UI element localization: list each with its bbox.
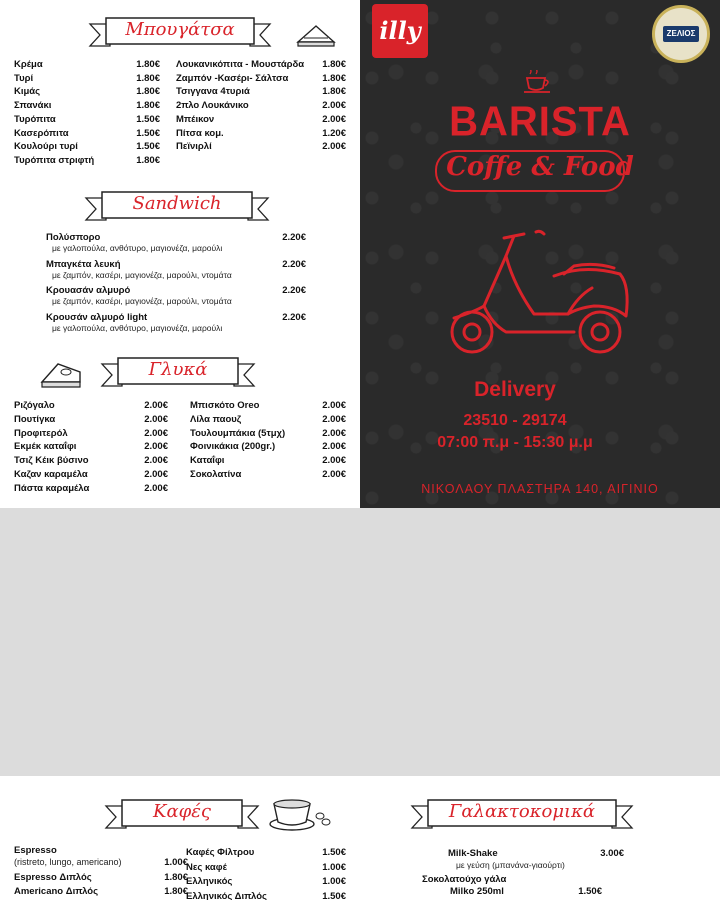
glyka-item-price: 2.00€ bbox=[144, 400, 168, 411]
sandwich-item-desc: με ζαμπόν, κασέρι, μαγιονέζα, μαρούλι, ντομάτα bbox=[52, 269, 232, 280]
kafes-espresso-sub: (ristreto, lungo, americano) bbox=[14, 857, 122, 867]
glyka-item-name: Πουτίγκα bbox=[14, 413, 56, 425]
kafes-item-name: Ελληνικός Διπλός bbox=[186, 890, 267, 900]
bougatsa-item-name: Τσιγγανα 4τυριά bbox=[176, 86, 250, 98]
kafes-item-price: 1.80€ bbox=[164, 886, 188, 897]
glyka-item-price: 2.00€ bbox=[144, 455, 168, 467]
sandwich-item-desc: με ζαμπόν, κασέρι, μαγιονέζα, μαρούλι, ντομάτα bbox=[52, 296, 232, 306]
glyka-item-price: 2.00€ bbox=[144, 441, 168, 453]
glyka-item-price: 2.00€ bbox=[322, 441, 346, 453]
bougatsa-item-price: 1.80€ bbox=[322, 72, 346, 84]
sandwich-icon bbox=[294, 22, 338, 48]
bougatsa-item-name: Κρέμα bbox=[14, 59, 43, 70]
milko-250-name: Milko 250ml bbox=[450, 886, 504, 897]
bougatsa-item-price: 2.00€ bbox=[322, 100, 346, 112]
glyka-item-price: 2.00€ bbox=[322, 455, 346, 467]
bougatsa-item-name: Μπέικον bbox=[176, 113, 215, 125]
bougatsa-item-name: Τυρόπιτα bbox=[14, 113, 56, 125]
bougatsa-item-name: Κιμάς bbox=[14, 86, 41, 98]
glyka-item-price: 2.00€ bbox=[144, 413, 168, 425]
glyka-item-name: Πάστα καραμέλα bbox=[14, 482, 90, 494]
glyka-item-name: Καταΐφι bbox=[190, 455, 225, 467]
bougatsa-item-price: 1.20€ bbox=[322, 127, 346, 139]
coffee-cup-icon bbox=[268, 796, 332, 832]
bougatsa-item-price: 1.80€ bbox=[136, 72, 160, 84]
bougatsa-item-name: Λουκανικόπιτα - Μουστάρδα bbox=[176, 59, 305, 70]
bougatsa-item-name: Σπανάκι bbox=[14, 100, 52, 112]
glyka-item-name: Καζαν καραμέλα bbox=[14, 469, 88, 480]
kafes-espresso-price: 1.00€ bbox=[164, 857, 188, 868]
bougatsa-item-price: 1.80€ bbox=[136, 100, 160, 112]
delivery-phone: 23510 - 29174 bbox=[463, 412, 567, 429]
sandwich-item-name: Μπαγκέτα λευκή bbox=[46, 258, 121, 270]
glyka-item-name: Τσιζ Κέικ βύσινο bbox=[14, 455, 89, 467]
bougatsa-banner bbox=[88, 12, 272, 52]
kafes-item-price: 1.00€ bbox=[322, 876, 346, 887]
glyka-item-name: Σοκολατίνα bbox=[190, 469, 242, 480]
bougatsa-item-name: Πίτσα κομ. bbox=[176, 127, 224, 139]
bougatsa-item-price: 1.80€ bbox=[322, 86, 346, 98]
bougatsa-item-price: 1.80€ bbox=[136, 59, 160, 70]
sandwich-item-price: 2.20€ bbox=[282, 311, 306, 323]
bougatsa-item-price: 1.80€ bbox=[136, 86, 160, 98]
kafes-banner bbox=[104, 794, 260, 834]
bougatsa-item-name: Τυρόπιτα στριφτή bbox=[14, 154, 95, 166]
glyka-item-price: 2.00€ bbox=[322, 469, 346, 480]
brand-name: BARISTA bbox=[449, 98, 631, 146]
delivery-label: Delivery bbox=[474, 378, 556, 401]
glyka-item-price: 2.00€ bbox=[322, 427, 346, 439]
kafes-title: Καφές bbox=[153, 801, 211, 822]
glyka-item-name: Τουλουμπάκια (5τμχ) bbox=[190, 427, 286, 439]
kafes-item-price: 1.80€ bbox=[164, 872, 188, 883]
sandwich-item-price: 2.20€ bbox=[282, 232, 306, 243]
sandwich-item-desc: με γαλοπούλα, ανθότυρο, μαγιονέζα, μαρούλι bbox=[52, 322, 223, 333]
sandwich-item-desc: με γαλοπούλα, ανθότυρο, μαγιονέζα, μαρούλι bbox=[52, 243, 223, 253]
bougatsa-item-price: 1.80€ bbox=[322, 59, 346, 70]
glyka-item-name: Λίλα παουζ bbox=[190, 413, 242, 425]
bougatsa-item-name: Κασερόπιτα bbox=[14, 127, 69, 139]
milko-250-price: 1.50€ bbox=[578, 886, 602, 897]
galaktokomika-banner bbox=[410, 794, 634, 834]
bougatsa-item-name: Τυρί bbox=[14, 72, 34, 84]
milkshake-name: Milk-Shake bbox=[448, 848, 498, 859]
glyka-item-name: Μπισκότο Oreo bbox=[190, 400, 260, 411]
glyka-item-name: Εκμέκ καταΐφι bbox=[14, 441, 77, 453]
bougatsa-item-name: 2πλο Λουκάνικο bbox=[176, 100, 249, 112]
shop-address: ΝΙΚΟΛΑΟΥ ΠΛΑΣΤΗΡΑ 140, ΑΙΓΙΝΙΟ bbox=[421, 482, 659, 496]
kafes-item-name: Americano Διπλός bbox=[14, 886, 99, 897]
bougatsa-item-price: 1.50€ bbox=[136, 141, 160, 153]
zeus-logo-text: ΖΕΛΙΟΣ bbox=[663, 26, 699, 42]
bougatsa-title: Μπουγάτσα bbox=[125, 19, 235, 40]
sandwich-item-name: Κρουσάν αλμυρό light bbox=[46, 311, 148, 323]
glyka-item-name: Φοινικάκια (200gr.) bbox=[190, 441, 276, 453]
sandwich-banner bbox=[84, 186, 270, 226]
glyka-item-price: 2.00€ bbox=[144, 482, 168, 494]
kafes-item-price: 1.50€ bbox=[322, 847, 346, 858]
kafes-item-name: Ελληνικός bbox=[186, 876, 233, 887]
illy-logo: illy bbox=[372, 4, 428, 58]
delivery-hours: 07:00 π.μ - 15:30 μ.μ bbox=[437, 434, 593, 451]
glyka-item-price: 2.00€ bbox=[322, 413, 346, 425]
choco-milk-heading: Σοκολατούχο γάλα bbox=[422, 874, 507, 885]
brand-tagline: Coffe & Food bbox=[446, 152, 634, 182]
bougatsa-item-price: 1.50€ bbox=[136, 113, 160, 125]
glyka-item-name: Ριζόγαλο bbox=[14, 400, 55, 411]
sandwich-item-price: 2.20€ bbox=[282, 258, 306, 270]
bougatsa-item-price: 2.00€ bbox=[322, 141, 346, 153]
zeus-logo bbox=[652, 5, 710, 63]
glyka-title: Γλυκά bbox=[148, 359, 208, 380]
kafes-item-price: 1.00€ bbox=[322, 861, 346, 873]
sandwich-title: Sandwich bbox=[132, 193, 222, 214]
bougatsa-item-name: Πεϊνιρλί bbox=[176, 141, 212, 153]
bougatsa-item-price: 1.80€ bbox=[136, 154, 160, 166]
bougatsa-item-name: Κουλούρι τυρί bbox=[14, 141, 78, 153]
sandwich-item-price: 2.20€ bbox=[282, 285, 306, 296]
kafes-item-name: Καφές Φίλτρου bbox=[186, 847, 255, 858]
scooter-icon bbox=[444, 226, 634, 358]
glyka-item-name: Προφιτερόλ bbox=[14, 427, 68, 439]
milkshake-price: 3.00€ bbox=[600, 848, 624, 859]
glyka-item-price: 2.00€ bbox=[322, 400, 346, 411]
cake-slice-icon bbox=[38, 360, 84, 390]
bougatsa-item-price: 1.50€ bbox=[136, 127, 160, 139]
sandwich-item-name: Πολύσπορο bbox=[46, 232, 101, 243]
bougatsa-item-price: 2.00€ bbox=[322, 113, 346, 125]
glyka-item-price: 2.00€ bbox=[144, 469, 168, 480]
bougatsa-item-name: Ζαμπόν -Κασέρι- Σάλτσα bbox=[176, 72, 289, 84]
kafes-item-name: Espresso Διπλός bbox=[14, 872, 92, 883]
glyka-banner bbox=[100, 352, 256, 392]
kafes-item-name: Νες καφέ bbox=[186, 861, 227, 873]
glyka-item-price: 2.00€ bbox=[144, 427, 168, 439]
sandwich-item-name: Κρουασάν αλμυρό bbox=[46, 285, 131, 296]
kafes-item-price: 1.50€ bbox=[322, 890, 346, 900]
kafes-espresso: Espresso bbox=[14, 845, 57, 856]
galaktokomika-title: Γαλακτοκομικά bbox=[448, 801, 596, 822]
milkshake-sub: με γεύση (μπανάνα-γιαούρτι) bbox=[456, 860, 565, 870]
coffee-cup-icon bbox=[522, 70, 556, 96]
